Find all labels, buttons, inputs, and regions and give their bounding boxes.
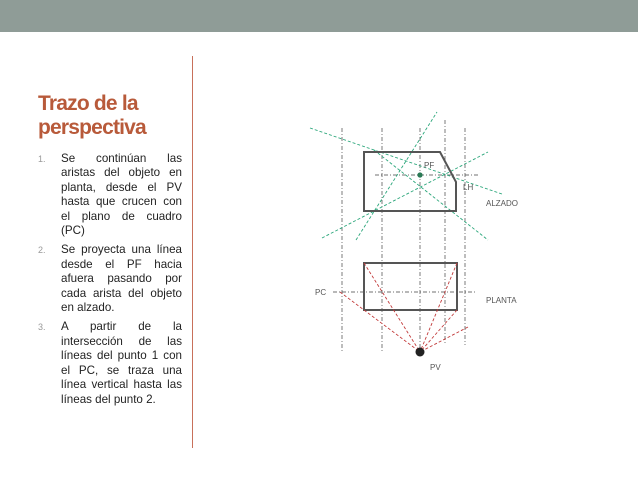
label-pf: PF <box>424 161 435 170</box>
plan-object <box>364 263 457 310</box>
visual-ray <box>340 292 420 352</box>
perspective-line <box>356 112 437 240</box>
elevation-object <box>364 152 456 211</box>
vanishing-point <box>417 172 422 177</box>
visual-ray <box>364 263 420 352</box>
vertical-construction-lines <box>342 120 465 352</box>
steps-list <box>38 152 182 412</box>
item-number: 3. <box>38 322 46 333</box>
item-number: 2. <box>38 245 46 256</box>
viewpoint <box>416 348 425 357</box>
title-line-1: Trazo de la <box>38 92 138 115</box>
visual-ray <box>420 327 468 352</box>
slide-title <box>38 92 188 140</box>
visual-ray <box>420 310 457 352</box>
perspective-diagram <box>300 88 560 388</box>
visual-ray <box>420 263 457 352</box>
perspective-lines <box>310 112 502 240</box>
item-number: 1. <box>38 154 46 164</box>
label-lh: LH <box>463 183 474 192</box>
header-bar <box>0 0 638 32</box>
list-item <box>38 243 182 315</box>
item-text: Se proyecta una línea desde el PF hacia afuera pasando por cada arista del objeto en alzado. <box>61 243 182 315</box>
label-pv: PV <box>430 363 441 372</box>
accent-divider <box>192 56 193 448</box>
list-item <box>38 152 182 238</box>
label-pc: PC <box>315 288 327 297</box>
label-alzado: ALZADO <box>486 199 519 208</box>
label-planta: PLANTA <box>486 296 517 305</box>
item-text: A partir de la intersección de las líneas del punto 1 con el PC, se traza una línea vertical hasta las líneas del punto 2. <box>61 320 182 406</box>
title-line-2: perspectiva <box>38 116 146 139</box>
list-item <box>38 320 182 406</box>
item-text: Se continúan las aristas del objeto en planta, desde el PV hasta que crucen con el plano de cuadro (PC) <box>61 152 182 238</box>
perspective-line <box>322 152 488 238</box>
visual-rays <box>340 263 468 352</box>
